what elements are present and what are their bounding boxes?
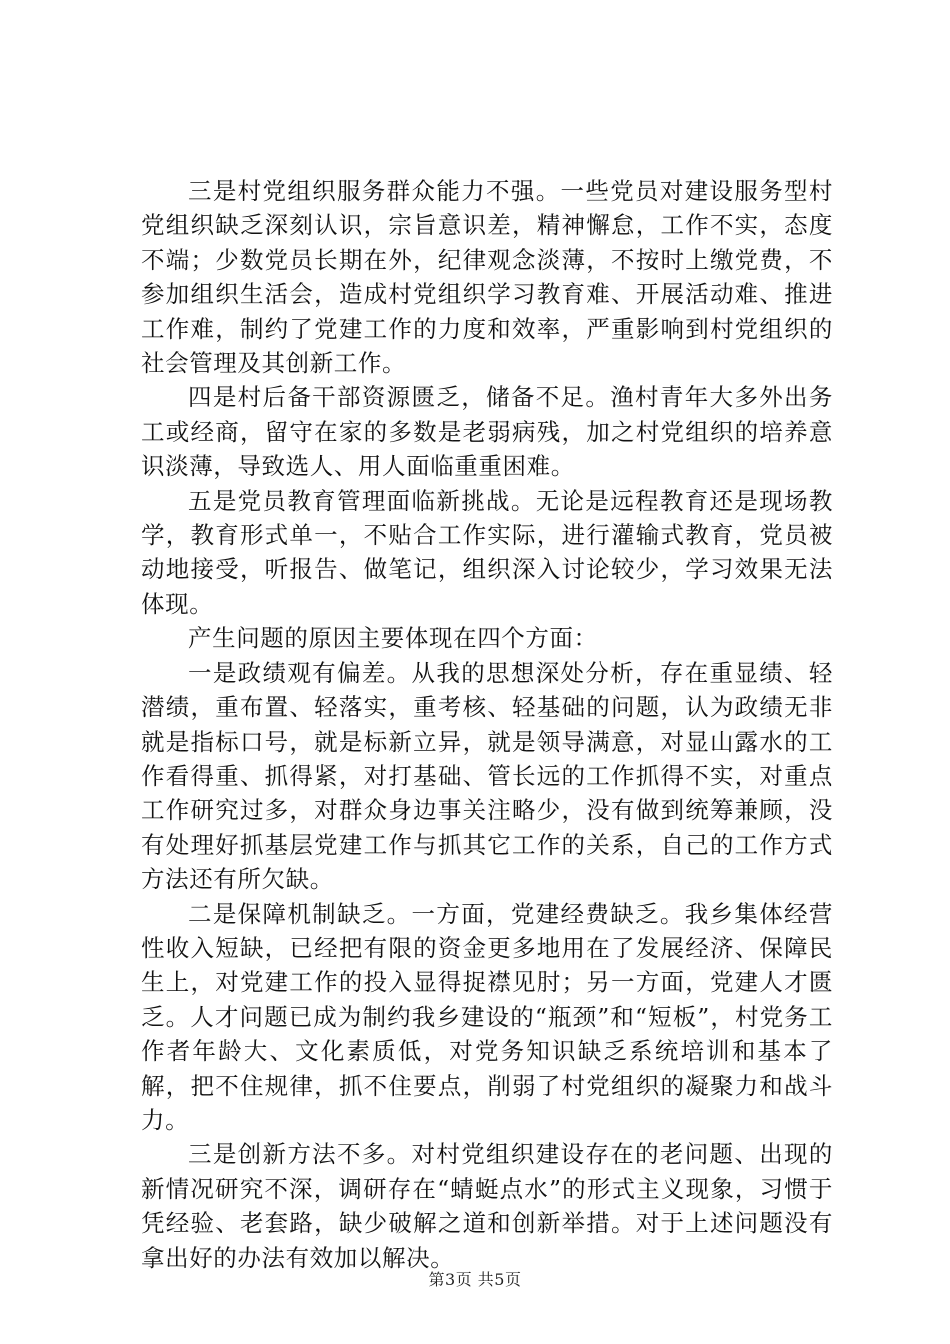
paragraph-causes-intro: 产生问题的原因主要体现在四个方面：	[188, 624, 598, 653]
paragraph-innovation-methods: 三是创新方法不多。对村党组织建设存在的老问题、出现的新情况研究不深，调研存在“蜻蜓点水”的形式主义现象，习惯于凭经验、老套路，缺少破解之道和创新举措。对于上述问题没有拿出好的办法有效加以解决。	[141, 1140, 833, 1272]
paragraph-reserve-cadres: 四是村后备干部资源匮乏，储备不足。渔村青年大多外出务工或经商，留守在家的多数是老弱病残，加之村党组织的培养意识淡薄，导致选人、用人面临重重困难。	[141, 383, 833, 481]
paragraph-education-challenge: 五是党员教育管理面临新挑战。无论是远程教育还是现场教学，教育形式单一，不贴合工作实际，进行灌输式教育，党员被动地接受，听报告、做笔记，组织深入讨论较少，学习效果无法体现。	[141, 486, 833, 618]
paragraph-guarantee-mechanism: 二是保障机制缺乏。一方面，党建经费缺乏。我乡集体经营性收入短缺，已经把有限的资金更多地用在了发展经济、保障民生上，对党建工作的投入显得捉襟见肘；另一方面，党建人才匮乏。人才问题已成为制约我乡建设的“瓶颈”和“短板”，村党务工作者年龄大、文化素质低，对党务知识缺乏系统培训和基本了解，把不住规律，抓不住要点，削弱了村党组织的凝聚力和战斗力。	[141, 899, 833, 1134]
paragraph-service-capacity: 三是村党组织服务群众能力不强。一些党员对建设服务型村党组织缺乏深刻认识，宗旨意识差，精神懈怠，工作不实，态度不端；少数党员长期在外，纪律观念淡薄，不按时上缴党费，不参加组织生活会，造成村党组织学习教育难、开展活动难、推进工作难，制约了党建工作的力度和效率，严重影响到村党组织的社会管理及其创新工作。	[141, 177, 833, 378]
page-number-footer: 第3页 共5页	[428, 1270, 522, 1289]
document-body	[141, 174, 833, 1275]
paragraph-performance-view: 一是政绩观有偏差。从我的思想深处分析，存在重显绩、轻潜绩，重布置、轻落实，重考核、轻基础的问题，认为政绩无非就是指标口号，就是标新立异，就是领导满意，对显山露水的工作看得重、抓得紧，对打基础、管长远的工作抓得不实，对重点工作研究过多，对群众身边事关注略少，没有做到统筹兼顾，没有处理好抓基层党建工作与抓其它工作的关系，自己的工作方式方法还有所欠缺。	[141, 658, 833, 894]
